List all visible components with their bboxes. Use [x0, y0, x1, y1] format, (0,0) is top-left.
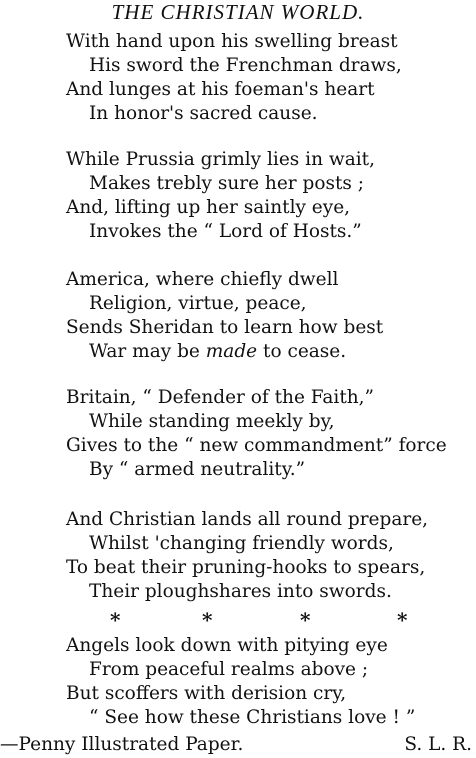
poem-line: In honor's sacred cause. [89, 103, 318, 124]
poem-line: Religion, virtue, peace, [89, 293, 307, 314]
poem-line: While Prussia grimly lies in wait, [66, 149, 375, 170]
poem-line: Invokes the “ Lord of Hosts.” [89, 221, 362, 242]
source-attribution: —Penny Illustrated Paper. [0, 734, 244, 755]
poem-line: And Christian lands all round prepare, [66, 509, 429, 530]
poem-line: And lunges at his foeman's heart [66, 79, 375, 100]
separator-star: * [300, 608, 311, 632]
poem-line-italic: made [205, 341, 258, 362]
poem-line: Whilst 'changing friendly words, [89, 533, 394, 554]
poem-line: And, lifting up her saintly eye, [66, 197, 351, 218]
poem-line: Britain, “ Defender of the Faith,” [66, 387, 375, 408]
poem-line: America, where chiefly dwell [66, 269, 339, 290]
poem-line: Sends Sheridan to learn how best [66, 317, 384, 338]
poem-line: Makes trebly sure her posts ; [89, 173, 365, 194]
separator-star: * [397, 608, 408, 632]
poem-line: Gives to the “ new commandment” force [66, 435, 447, 456]
poem-line: His sword the Frenchman draws, [89, 55, 402, 76]
poem-line: While standing meekly by, [89, 411, 335, 432]
poem-line: With hand upon his swelling breast [66, 31, 398, 52]
poem-line: But scoffers with derision cry, [66, 683, 347, 704]
poem-line: Their ploughshares into swords. [89, 581, 392, 602]
poem-title: THE CHRISTIAN WORLD. [111, 0, 365, 24]
poem-line: By “ armed neutrality.” [89, 459, 306, 480]
poem-line-part: War may be [89, 341, 206, 362]
poem-line [89, 340, 346, 363]
poem-line: To beat their pruning-hooks to spears, [66, 557, 426, 578]
poem-line: From peaceful realms above ; [89, 659, 369, 680]
separator-star: * [110, 608, 121, 632]
poem-line: Angels look down with pitying eye [66, 635, 388, 656]
stanza-separator [0, 608, 476, 632]
poem-line: “ See how these Christians love ! ” [89, 707, 416, 728]
poem-line-part: to cease. [257, 341, 347, 362]
separator-star: * [202, 608, 213, 632]
author-initials: S. L. R. [404, 734, 472, 755]
